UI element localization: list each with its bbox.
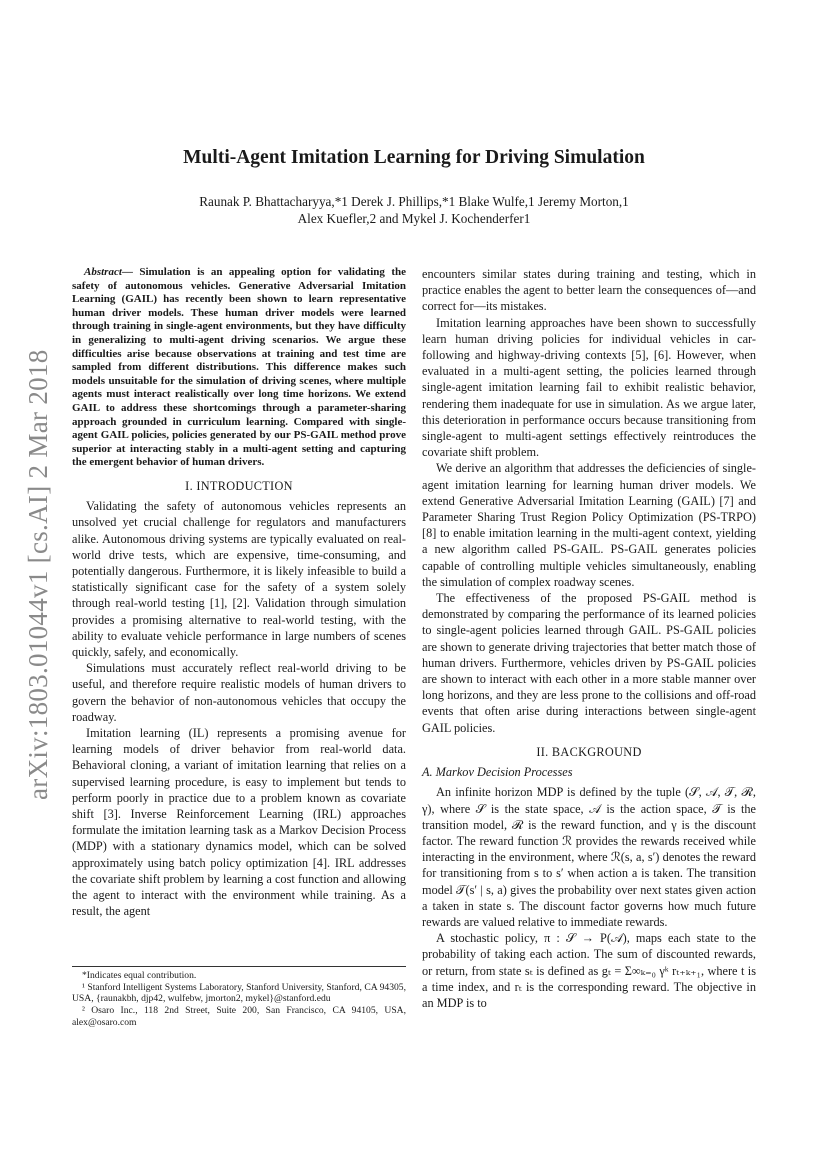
footnote-osaro: ² Osaro Inc., 118 2nd Street, Suite 200, San Francisco, CA 94105, USA, alex@osaro.com	[72, 1005, 406, 1028]
abstract-label: Abstract	[84, 266, 122, 278]
arxiv-sidebar-stamp	[23, 320, 63, 800]
section-heading-introduction: I. INTRODUCTION	[185, 478, 293, 493]
paper-title: Multi-Agent Imitation Learning for Driving Simulation	[183, 147, 645, 168]
arxiv-identifier: arXiv:1803.01044v1 [cs.AI] 2 Mar 2018	[23, 349, 53, 800]
subsection-heading-mdp: A. Markov Decision Processes	[422, 765, 573, 780]
authors-line-1: Raunak P. Bhattacharyya,*1 Derek J. Phillips,*1 Blake Wulfe,1 Jeremy Morton,1	[199, 194, 629, 209]
mdp-paragraph-2: A stochastic policy, π : 𝒮 → P(𝒜), maps each state to the probability of taking each action. The sum of discounted rewards, or return, from state sₜ is defined as gₜ = Σ∞ₖ₌₀ γᵏ rₜ₊ₖ₊₁, where t is a time index, and rₜ is the corresponding reward. The objective in an MDP is to	[422, 931, 756, 1010]
footnotes	[72, 966, 406, 1029]
intro-paragraph-3: Imitation learning (IL) represents a promising avenue for learning models of driver behavior from real-world data. Behavioral cloning, a variant of imitation learning that relies on a supervised learning procedure, is easy to implement but tends to perform poorly in practice due to a problem known as covariate shift [3]. Inverse Reinforcement Learning (IRL) approaches formulate the imitation learning task as a Markov Decision Process (MDP) with a stationary dynamics model, which can be solved approximately using batch policy optimization [4]. IRL addresses the covariate shift problem by learning a cost function and allowing the agent to interact with the environment while training. As a result, the agent	[72, 725, 406, 919]
abstract	[72, 266, 406, 470]
abstract-text: — Simulation is an appealing option for validating the safety of autonomous vehicles. Generative Adversarial Imitation Learning (GAIL) has recently been shown to learn representative human driver models. These human driver models were learned through training in single-agent environments, but they have difficulty in generalizing to multi-agent driving scenarios. We argue these difficulties arise because observations at training and test time are sampled from different distributions. This difference makes such models unsuitable for the simulation of driving scenes, where multiple agents must interact realistically over long time horizons. We extend GAIL to address these shortcomings through a parameter-sharing approach grounded in curriculum learning. Compared with single-agent GAIL policies, policies generated by our PS-GAIL method prove superior at interacting stably in a multi-agent setting and capturing the emergent behavior of human drivers.	[72, 266, 406, 469]
intro-paragraph-5: We derive an algorithm that addresses the deficiencies of single-agent imitation learning for learning human driver models. We extend Generative Adversarial Imitation Learning (GAIL) [7] and Parameter Sharing Trust Region Policy Optimization (PS-TRPO) [8] to enable imitation learning in the multi-agent context, yielding a new algorithm called PS-GAIL. PS-GAIL generates policies capable of controlling multiple vehicles simultaneously, enabling the simulation of complex roadway scenes.	[422, 461, 756, 589]
intro-paragraph-6: The effectiveness of the proposed PS-GAIL method is demonstrated by comparing the performance of its learned policies to single-agent policies learned through GAIL. PS-GAIL policies are shown to generate driving trajectories that better match those of human drivers. Furthermore, vehicles driven by PS-GAIL policies are shown to interact with each other in a more stable manner over long horizons, and they are less prone to the collisions and off-road events that often arise during interactions between single-agent GAIL policies.	[422, 591, 756, 735]
left-column	[72, 266, 406, 919]
section-heading-background: II. BACKGROUND	[536, 744, 642, 759]
intro-paragraph-4: Imitation learning approaches have been shown to successfully learn human driving policies for individual vehicles in car-following and highway-driving contexts [5], [6]. However, when evaluated in a multi-agent setting, the policies learned through single-agent imitation learning fail to exhibit realistic behavior, rendering them inadequate for use in simulation. As we argue later, this deterioration in performance occurs because transitioning from single-agent to multi-agent settings effectively reintroduces the covariate shift problem.	[422, 315, 756, 460]
mdp-paragraph-1: An infinite horizon MDP is defined by the tuple (𝒮, 𝒜, 𝒯, ℛ, γ), where 𝒮 is the state space, 𝒜 is the action space, 𝒯 is the transition model, ℛ is the reward function, and γ is the discount factor. The reward function ℛ provides the rewards received while interacting in the environment, where ℛ(s, a, s′) denotes the reward for transitioning from s to s′ when action a is taken. The transition model 𝒯(s′ | s, a) gives the probability over next states given action a taken in state s. The discount factor governs how much future rewards are valued relative to immediate rewards.	[422, 785, 756, 929]
intro-paragraph-2: Simulations must accurately reflect real-world driving to be useful, and therefore require realistic models of human drivers to govern the behavior of non-autonomous vehicles that occupy the roadway.	[72, 661, 406, 724]
author-list	[120, 193, 708, 227]
intro-paragraph-3-continued: encounters similar states during training and testing, which in practice enables the agent to better learn the consequences of—and correct for—its mistakes.	[422, 267, 756, 314]
footnote-equal-contribution: *Indicates equal contribution.	[82, 970, 197, 981]
intro-paragraph-1: Validating the safety of autonomous vehicles represents an unsolved yet crucial challenge for regulators and manufacturers alike. Autonomous driving systems are typically evaluated on real-world drive tests, which are expensive, time-consuming, and potentially dangerous. Furthermore, it is likely infeasible to build a statistically significant case for the safety of a system solely through real-world testing [1], [2]. Validation through simulation provides a promising alternative to real-world testing, with the ability to evaluate vehicle performance in large numbers of scenes quickly, safely, and economically.	[72, 499, 406, 659]
authors-line-2: Alex Kuefler,2 and Mykel J. Kochenderfer1	[297, 211, 531, 226]
right-column	[422, 266, 756, 1011]
footnote-stanford: ¹ Stanford Intelligent Systems Laboratory, Stanford University, Stanford, CA 94305, USA, {raunakbh, djp42, wulfebw, jmorton2, mykel}@stanford.edu	[72, 981, 406, 1005]
